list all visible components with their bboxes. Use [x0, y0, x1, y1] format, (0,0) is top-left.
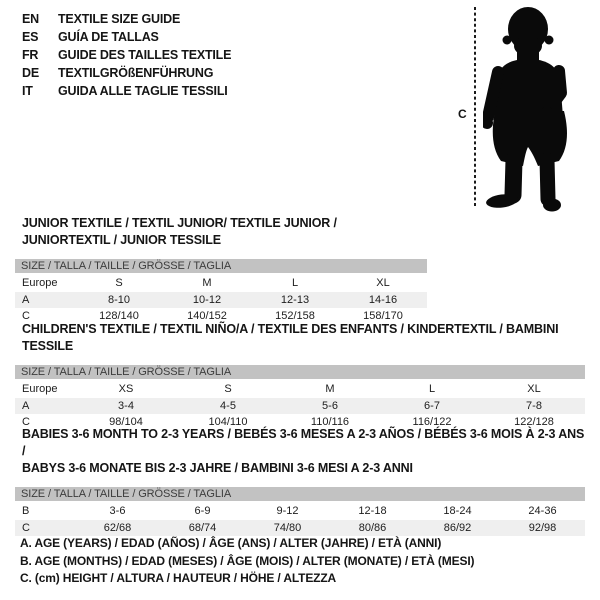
language-item: [22, 46, 231, 64]
size-cell: 8-10: [107, 293, 131, 306]
row-label: B: [22, 505, 30, 517]
size-cell: 140/152: [187, 310, 227, 322]
language-item: [22, 10, 231, 28]
size-cell: 3-6: [109, 505, 126, 517]
baby-silhouette-icon: [483, 5, 573, 214]
size-header-bar: SIZE / TALLA / TAILLE / GRÖSSE / TAGLIA: [15, 259, 427, 273]
size-cell: 158/170: [363, 310, 403, 322]
size-cell: S: [115, 277, 123, 289]
size-cell: 92/98: [528, 521, 557, 534]
size-cell: 116/122: [412, 416, 452, 428]
size-cell: 4-5: [220, 399, 236, 412]
row-label: A: [22, 399, 30, 412]
table-row: [15, 292, 427, 309]
size-cell: 86/92: [443, 521, 472, 534]
size-cell: 62/68: [103, 521, 132, 534]
language-label: GUIDA ALLE TAGLIE TESSILI: [58, 84, 228, 98]
size-cell: 12-13: [280, 293, 310, 306]
size-cell: 110/116: [310, 416, 350, 428]
height-dotted-line: [473, 7, 477, 208]
heading-line: CHILDREN'S TEXTILE / TEXTIL NIÑO/A / TEXTILE DES ENFANTS / KINDERTEXTIL / BAMBINI TESSILE: [22, 322, 559, 353]
size-cell: 10-12: [192, 293, 222, 306]
language-item: [22, 82, 231, 100]
height-marker-label: C: [458, 107, 467, 121]
table-row: [15, 381, 585, 398]
row-label: C: [22, 310, 30, 322]
language-item: [22, 28, 231, 46]
section-heading: [22, 215, 427, 249]
size-cell: 5-6: [322, 399, 338, 412]
size-cell: S: [224, 383, 232, 395]
size-cell: 18-24: [443, 505, 472, 517]
size-cell: XS: [118, 383, 134, 395]
language-code: IT: [22, 84, 33, 98]
legend-line: B. AGE (MONTHS) / EDAD (MESES) / ÂGE (MOIS) / ALTER (MONATE) / ETÀ (MESI): [20, 553, 475, 568]
legend-line: A. AGE (YEARS) / EDAD (AÑOS) / ÂGE (ANS) / ALTER (JAHRE) / ETÀ (ANNI): [20, 536, 442, 550]
language-label: TEXTILE SIZE GUIDE: [58, 12, 181, 26]
size-cell: 104/110: [208, 416, 248, 428]
size-header-bar: SIZE / TALLA / TAILLE / GRÖSSE / TAGLIA: [15, 365, 585, 379]
section-heading: [22, 321, 585, 355]
language-label: GUÍA DE TALLAS: [58, 30, 159, 44]
heading-line: JUNIOR TEXTILE / TEXTIL JUNIOR/ TEXTILE JUNIOR / JUNIORTEXTIL / JUNIOR TESSILE: [22, 216, 337, 247]
size-header-bar: SIZE / TALLA / TAILLE / GRÖSSE / TAGLIA: [15, 487, 585, 501]
heading-line: BABIES 3-6 MONTH TO 2-3 YEARS / BEBÉS 3-6 MESES A 2-3 AÑOS / BÉBÉS 3-6 MOIS À 2-3 ANS /: [22, 427, 585, 458]
size-section: [15, 321, 585, 431]
size-cell: 80/86: [358, 521, 387, 534]
table-row: [15, 503, 585, 520]
row-label: C: [22, 521, 30, 534]
height-figure: [450, 0, 600, 220]
row-label: Europe: [22, 277, 58, 289]
size-cell: XL: [527, 383, 541, 395]
size-cell: 74/80: [273, 521, 302, 534]
heading-line: BABYS 3-6 MONATE BIS 2-3 JAHRE / BAMBINI 3-6 MESI A 2-3 ANNI: [22, 461, 413, 475]
size-cell: 152/158: [275, 310, 315, 322]
size-cell: M: [325, 383, 335, 395]
size-cell: L: [291, 277, 299, 289]
table-row: [15, 520, 585, 537]
row-label: Europe: [22, 383, 58, 395]
size-section: [15, 426, 585, 536]
size-section: [15, 215, 427, 325]
language-code: FR: [22, 48, 39, 62]
measurement-legend: [20, 535, 474, 588]
table-row: [15, 398, 585, 415]
size-cell: 7-8: [526, 399, 542, 412]
section-heading: [22, 426, 585, 477]
size-cell: 122/128: [514, 416, 554, 428]
row-label: C: [22, 416, 30, 428]
language-label: TEXTILGRÖßENFÜHRUNG: [58, 66, 214, 80]
size-cell: 6-7: [424, 399, 440, 412]
size-cell: 24-36: [528, 505, 557, 517]
size-cell: 68/74: [188, 521, 217, 534]
size-cell: 98/104: [109, 416, 143, 428]
legend-line: C. (cm) HEIGHT / ALTURA / HAUTEUR / HÖHE / ALTEZZA: [20, 571, 337, 585]
language-list: [22, 10, 231, 100]
size-cell: 12-18: [358, 505, 387, 517]
size-cell: 14-16: [368, 293, 398, 306]
size-cell: 9-12: [276, 505, 299, 517]
size-cell: 6-9: [194, 505, 211, 517]
size-cell: 3-4: [118, 399, 134, 412]
size-cell: M: [202, 277, 212, 289]
language-code: EN: [22, 12, 39, 26]
size-cell: 128/140: [99, 310, 139, 322]
row-label: A: [22, 293, 30, 306]
language-code: ES: [22, 30, 39, 44]
language-item: [22, 64, 231, 82]
size-cell: L: [428, 383, 436, 395]
language-label: GUIDE DES TAILLES TEXTILE: [58, 48, 232, 62]
language-code: DE: [22, 66, 39, 80]
table-row: [15, 275, 427, 292]
size-cell: XL: [376, 277, 390, 289]
